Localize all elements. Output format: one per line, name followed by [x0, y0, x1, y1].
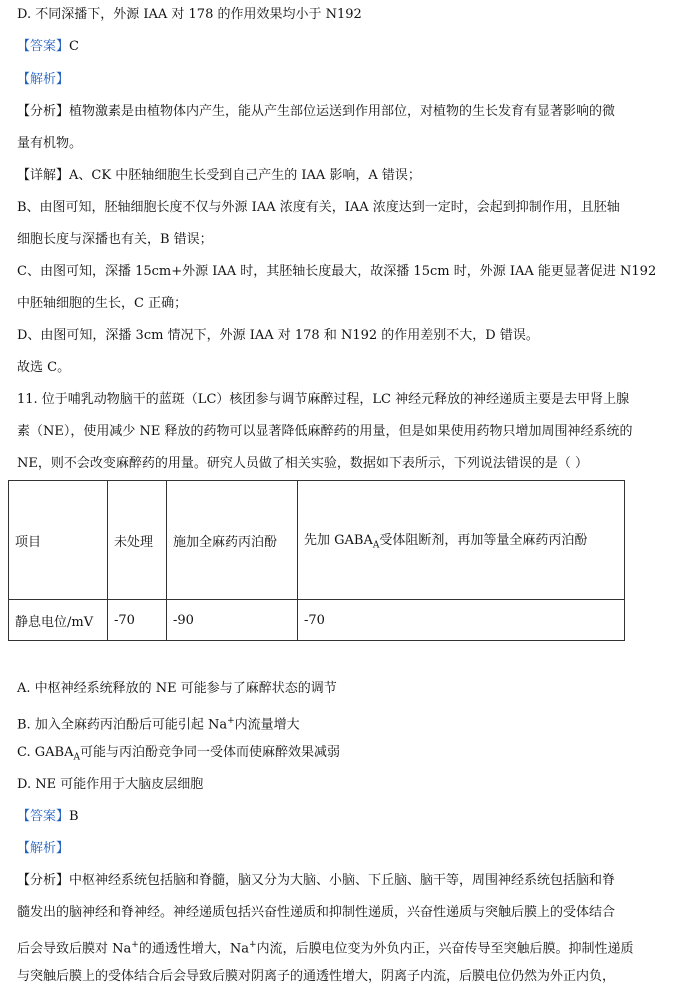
question-11-line-3: NE，则不会改变麻醉药的用量。研究人员做了相关实验，数据如下表所示，下列说法错误的是（ ） — [17, 456, 588, 471]
option-c-pre: C. GABA — [17, 745, 74, 760]
option-a: A. 中枢神经系统释放的 NE 可能参与了麻醉状态的调节 — [17, 681, 337, 696]
option-b-post: 内流量增大 — [234, 717, 300, 733]
answer-line-2 — [17, 808, 684, 826]
fenxi-line-b — [17, 872, 684, 890]
xiangjie-text: A、CK 中胚轴细胞生长受到自己产生的 IAA 影响，A 错误； — [69, 168, 421, 183]
option-d: D. NE 可能作用于大脑皮层细胞 — [17, 777, 204, 792]
fenxi-line-2: 量有机物。 — [17, 136, 83, 151]
table-header-cell: 施加全麻药丙泊酚 — [167, 481, 298, 600]
table-header-cell: 项目 — [9, 481, 108, 600]
table-cell: -70 — [108, 600, 167, 641]
p3-sup2: + — [248, 940, 257, 950]
table-cell: 静息电位/mV — [9, 600, 108, 641]
detail-b-2: 细胞长度与深播也有关，B 错误； — [17, 232, 213, 247]
detail-c-2: 中胚轴细胞的生长，C 正确； — [17, 296, 188, 311]
option-d-prev: D. 不同深播下，外源 IAA 对 178 的作用效果均小于 N192 — [17, 7, 362, 22]
fenxi-line-e: 与突触后膜上的受体结合后会导致后膜对阴离子的通透性增大，阴离子内流，后膜电位仍然为外正内负， — [17, 969, 616, 984]
table-header-cell: 未处理 — [108, 481, 167, 600]
fenxi-line-d — [17, 936, 684, 957]
fenxi-text-2: 中枢神经系统包括脑和脊髓，脑又分为大脑、小脑、下丘脑、脑干等，周围神经系统包括脑和脊 — [69, 873, 616, 888]
answer-line — [17, 38, 684, 56]
xiangjie-tag: 【详解】 — [17, 168, 70, 183]
option-b — [17, 712, 684, 733]
xiangjie-line — [17, 167, 684, 185]
table-header-cell — [298, 481, 625, 600]
p3-sup1: + — [131, 940, 139, 950]
p3-c: 内流，后膜电位变为外负内正，兴奋传导至突触后膜。抑制性递质 — [256, 941, 634, 957]
data-table — [8, 480, 625, 641]
option-c-sub: A — [73, 752, 80, 763]
answer-value: C — [69, 39, 79, 54]
option-b-sup: + — [227, 716, 235, 726]
fenxi-tag: 【分析】 — [17, 104, 70, 119]
header-subscript: A — [372, 540, 380, 551]
answer-tag-2: 【答案】 — [17, 809, 70, 824]
table-header-row — [9, 481, 625, 600]
detail-d: D、由图可知，深播 3cm 情况下，外源 IAA 对 178 和 N192 的作用差别不大，D 错误。 — [17, 328, 539, 343]
table-cell: -90 — [167, 600, 298, 641]
analysis-tag: 【解析】 — [17, 72, 70, 87]
table-row — [9, 600, 625, 641]
conclusion: 故选 C。 — [17, 360, 71, 375]
header-text-post: 受体阻断剂，再加等量全麻药丙泊酚 — [379, 533, 588, 549]
table-cell: -70 — [298, 600, 625, 641]
p3-b: 的通透性增大，Na — [138, 941, 249, 957]
question-11-line-1: 11. 位于哺乳动物脑干的蓝斑（LC）核团参与调节麻醉过程，LC 神经元释放的神经递质主要是去甲肾上腺 — [17, 392, 630, 407]
option-c-post: 可能与丙泊酚竞争同一受体而使麻醉效果减弱 — [79, 745, 340, 760]
fenxi-tag-2: 【分析】 — [17, 873, 70, 888]
option-b-pre: B. 加入全麻药丙泊酚后可能引起 Na — [17, 717, 228, 733]
answer-tag: 【答案】 — [17, 39, 70, 54]
option-c — [17, 744, 684, 762]
question-11-line-2: 素（NE），使用减少 NE 释放的药物可以显著降低麻醉药的用量，但是如果使用药物只增加周围神经系统的 — [17, 424, 633, 439]
analysis-tag-2: 【解析】 — [17, 841, 70, 856]
header-text-pre: 先加 GABA — [304, 533, 373, 549]
fenxi-line-c: 髓发出的脑神经和脊神经。神经递质包括兴奋性递质和抑制性递质，兴奋性递质与突触后膜上的受体结合 — [17, 905, 616, 920]
detail-c-1: C、由图可知，深播 15cm+外源 IAA 时，其胚轴长度最大，故深播 15cm 时，外源 IAA 能更显著促进 N192 — [17, 264, 657, 279]
fenxi-text: 植物激素是由植物体内产生，能从产生部位运送到作用部位，对植物的生长发育有显著影响的微 — [69, 104, 616, 119]
answer-value-2: B — [69, 809, 79, 824]
detail-b-1: B、由图可知，胚轴细胞长度不仅与外源 IAA 浓度有关，IAA 浓度达到一定时，会起到抑制作用，且胚轴 — [17, 200, 620, 215]
p3-a: 后会导致后膜对 Na — [17, 941, 132, 957]
fenxi-line — [17, 103, 684, 121]
